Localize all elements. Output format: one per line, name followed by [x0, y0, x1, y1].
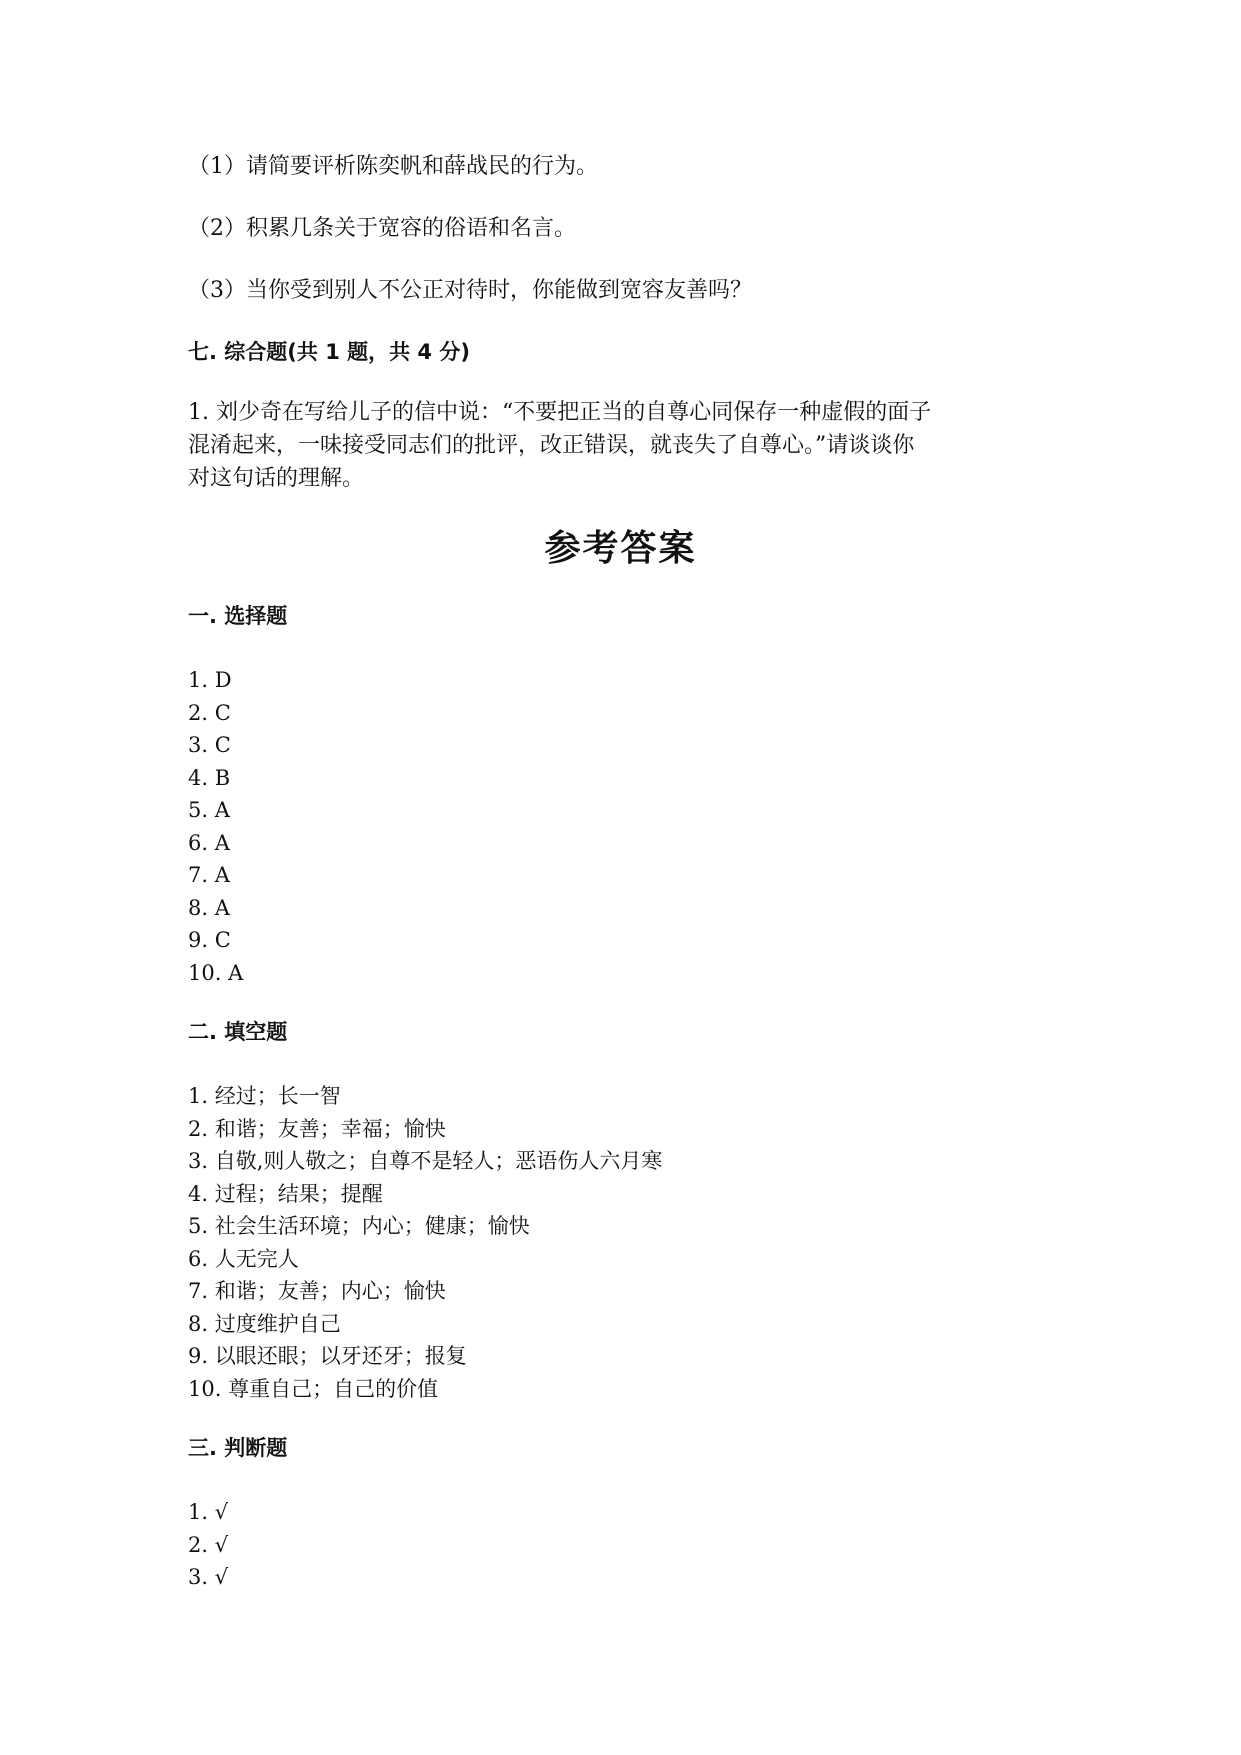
section-2-answer-list — [188, 1080, 662, 1405]
list-item: 1. 经过；长一智 — [188, 1084, 341, 1108]
section-2-heading: 二. 填空题 — [188, 1020, 288, 1044]
list-item: 3. 自敬,则人敬之；自尊不是轻人；恶语伤人六月寒 — [188, 1149, 663, 1173]
answer-key-title: 参考答案 — [544, 528, 697, 569]
list-item: 2. √ — [188, 1532, 229, 1557]
list-item: 9. 以眼还眼；以牙还牙；报复 — [188, 1344, 467, 1368]
list-item: 2. 和谐；友善；幸福；愉快 — [188, 1116, 446, 1141]
list-item: 10. 尊重自己；自己的价值 — [188, 1376, 439, 1401]
section-3-answer-list — [188, 1496, 228, 1594]
question-6-sub-3: （3）当你受到别人不公正对待时，你能做到宽容友善吗？ — [188, 278, 752, 303]
list-item: 3. C — [188, 733, 231, 757]
list-item: 5. 社会生活环境；内心；健康；愉快 — [188, 1214, 530, 1238]
section-7-heading: 七. 综合题(共 1 题，共 4 分) — [188, 340, 470, 364]
list-item: 4. 过程；结果；提醒 — [188, 1181, 383, 1206]
question-6-sub-2: （2）积累几条关于宽容的俗语和名言。 — [188, 216, 576, 241]
list-item: 9. C — [188, 928, 231, 952]
list-item: 8. A — [188, 895, 230, 920]
section-3-heading: 三. 判断题 — [188, 1436, 288, 1460]
list-item: 7. 和谐；友善；内心；愉快 — [188, 1279, 446, 1303]
question-7-line-3: 对这句话的理解。 — [188, 466, 365, 491]
list-item: 7. A — [188, 863, 230, 887]
question-7-line-1: 1. 刘少奇在写给儿子的信中说：“不要把正当的自尊心同保存一种虚假的面子 — [188, 400, 932, 425]
list-item: 6. A — [188, 830, 230, 855]
list-item: 1. D — [188, 668, 232, 692]
list-item: 3. √ — [188, 1565, 229, 1589]
list-item: 4. B — [188, 765, 231, 790]
list-item: 5. A — [188, 798, 230, 822]
question-6-sub-1: （1）请简要评析陈奕帆和薛战民的行为。 — [188, 154, 598, 179]
question-7-line-2: 混淆起来，一味接受同志们的批评，改正错误，就丧失了自尊心。”请谈谈你 — [188, 433, 915, 458]
section-1-heading: 一. 选择题 — [188, 604, 288, 628]
list-item: 10. A — [188, 960, 244, 985]
list-item: 1. √ — [188, 1500, 229, 1524]
list-item: 8. 过度维护自己 — [188, 1311, 341, 1336]
section-1-answer-list — [188, 664, 243, 989]
list-item: 2. C — [188, 700, 231, 725]
list-item: 6. 人无完人 — [188, 1246, 299, 1271]
